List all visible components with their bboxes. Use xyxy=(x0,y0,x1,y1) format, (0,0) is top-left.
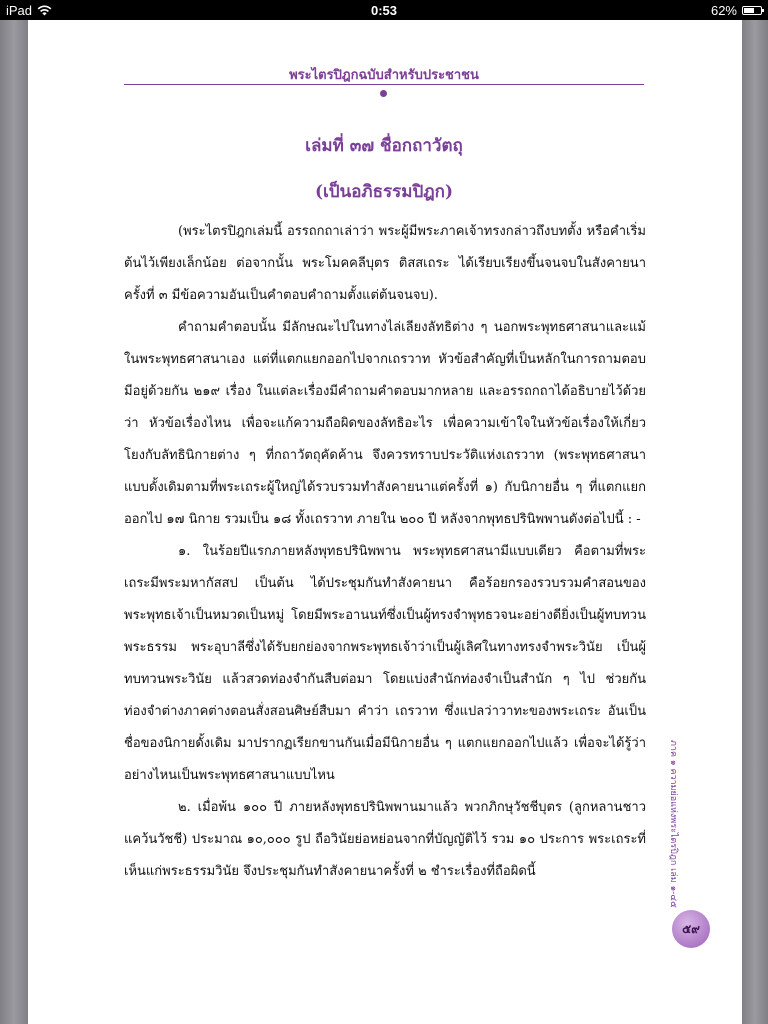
paragraph: ๑. ในร้อยปีแรกภายหลังพุทธปรินิพพาน พระพุทธศาสนามีแบบเดียว คือตามที่พระเถระมีพระมหากัสสป เป็นต้น ได้ประชุมกันทำสังคายนา คือร้อยกรองรวบรวมคำสอนของพระพุทธเจ้าเป็นหมวดเป็นหมู่ โดยมีพระอานนท์ซึ่งเป็นผู้ทรงจำพุทธวจนะอย่างดียิ่งเป็นผู้ทบทวนพระธรรม พระอุบาลีซึ่งได้รับยกย่องจากพระพุทธเจ้าว่าเป็นผู้เลิศในทางทรงจำพระวินัย เป็นผู้ทบทวนพระวินัย แล้วสวดท่องจำกันสืบต่อมา โดยแบ่งสำนักท่องจำเป็นสำนัก ๆ ไป ช่วยกันท่องจำต่างภาคต่างตอนสั่งสอนศิษย์สืบมา คำว่า เถรวาท ซึ่งแปลว่าวาทะของพระเถระ อันเป็นชื่อของนิกายดั้งเดิม มาปรากฏเรียกขานกันเมื่อมีนิกายอื่น ๆ แตกแยกออกไปแล้ว เพื่อจะได้รู้ว่าอย่างไหนเป็นพระพุทธศาสนาแบบไหน xyxy=(124,544,646,783)
wifi-icon xyxy=(37,5,52,16)
reader-background-left xyxy=(0,20,28,1024)
reader-background-right xyxy=(742,20,768,1024)
body-text xyxy=(124,216,646,888)
device-name: iPad xyxy=(6,2,33,18)
page-number: ๕๙ xyxy=(682,921,700,936)
paragraph: (พระไตรปิฎกเล่มนี้ อรรถกถาเล่าว่า พระผู้มีพระภาคเจ้าทรงกล่าวถึงบทตั้ง หรือคำเริ่มต้นไว้เพียงเล็กน้อย ต่อจากนั้น พระโมคคลีบุตร ติสสเถระ ได้เรียบเรียงขึ้นจนจบในสังคายนาครั้งที่ ๓ มีข้อความอันเป็นคำตอบคำถามตั้งแต่ต้นจนจบ). xyxy=(124,224,646,303)
battery-percent: 62% xyxy=(710,2,737,18)
status-time: 0:53 xyxy=(370,2,398,18)
header-ornament-dot xyxy=(380,90,387,97)
header-rule xyxy=(124,84,644,85)
book-page[interactable] xyxy=(28,20,742,1024)
status-bar-right xyxy=(711,3,762,18)
status-bar-left xyxy=(6,3,52,18)
battery-icon xyxy=(742,6,762,15)
side-caption: ภาค ๑ ความย่อแห่งพระไตรปิฎก เล่ม ๑-๔๕ xyxy=(668,740,678,908)
paragraph: ๒. เมื่อพ้น ๑๐๐ ปี ภายหลังพุทธปรินิพพานมาแล้ว พวกภิกษุวัชชีบุตร (ลูกหลานชาวแคว้นวัชชี) ประมาณ ๑๐,๐๐๐ รูป ถือวินัยย่อหย่อนจากที่บัญญัติไว้ รวม ๑๐ ประการ พระเถระที่เห็นแก่พระธรรมวินัย จึงประชุมกันทำสังคายนาครั้งที่ ๒ ชำระเรื่องที่ถือผิดนี้ xyxy=(124,800,646,879)
battery-level-fill xyxy=(744,8,754,13)
status-bar xyxy=(0,0,768,20)
chapter-subtitle: (เป็นอภิธรรมปิฎก) xyxy=(314,182,454,202)
chapter-title: เล่มที่ ๓๗ ชื่อกถาวัตถุ xyxy=(305,136,463,156)
page-number-badge[interactable] xyxy=(672,910,710,948)
running-header: พระไตรปิฎกฉบับสำหรับประชาชน xyxy=(289,68,479,83)
paragraph: คำถามคำตอบนั้น มีลักษณะไปในทางไล่เลียงลัทธิต่าง ๆ นอกพระพุทธศาสนาและแม้ในพระพุทธศาสนาเอง แต่ที่แตกแยกออกไปจากเถรวาท หัวข้อสำคัญที่เป็นหลักในการถามตอบมีอยู่ด้วยกัน ๒๑๙ เรื่อง ในแต่ละเรื่องมีคำถามคำตอบมากหลาย และอรรถกถาได้อธิบายไว้ด้วยว่า หัวข้อเรื่องไหน เพื่อจะแก้ความถือผิดของลัทธิอะไร เพื่อความเข้าใจในหัวข้อเรื่องให้เกี่ยวโยงกับลัทธินิกายต่าง ๆ ที่กถาวัตถุคัดค้าน จึงควรทราบประวัติแห่งเถรวาท (พระพุทธศาสนาแบบดั้งเดิมตามที่พระเถระผู้ใหญ่ได้รวบรวมทำสังคายนาแต่ครั้งที่ ๑) กับนิกายอื่น ๆ ที่แตกแยกออกไป ๑๗ นิกาย รวมเป็น ๑๘ ทั้งเถรวาท ภายใน ๒๐๐ ปี หลังจากพุทธปรินิพพานดังต่อไปนี้ : - xyxy=(124,320,646,527)
